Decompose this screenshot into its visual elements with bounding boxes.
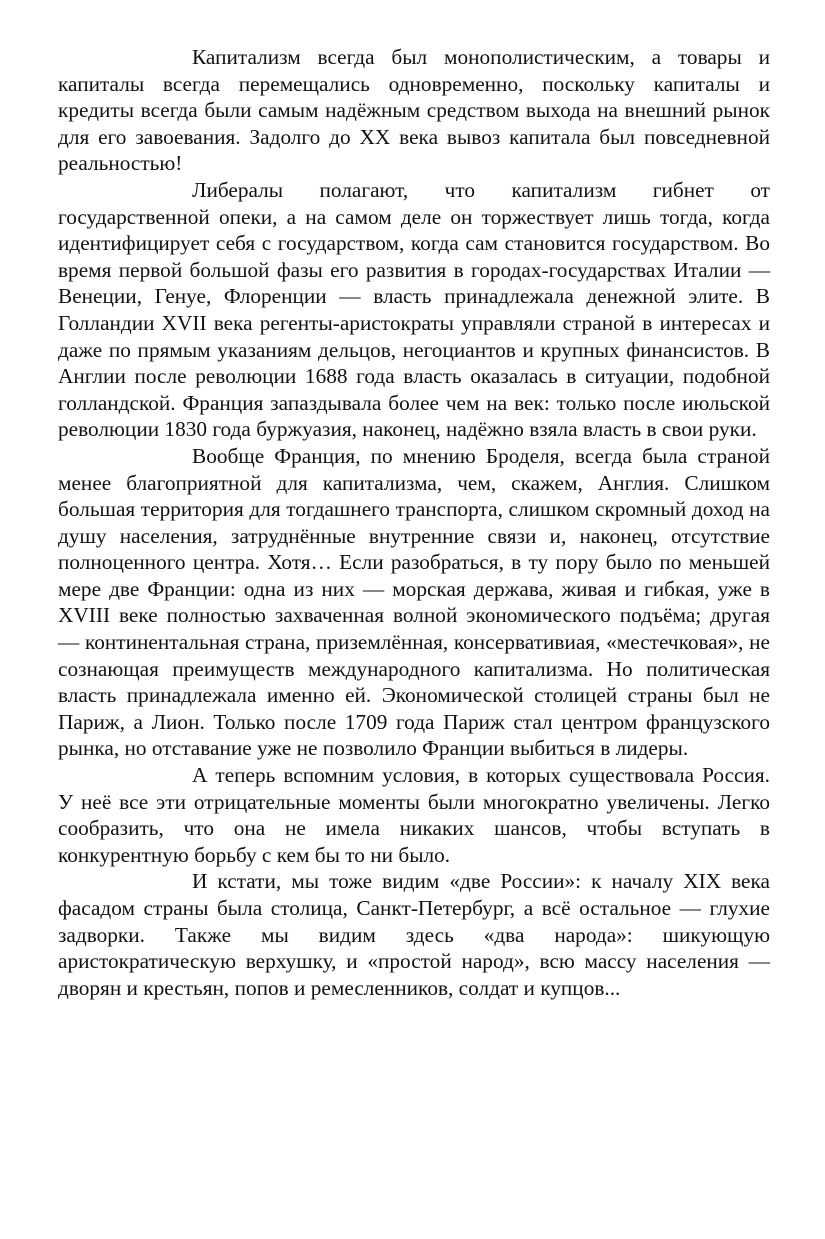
- paragraph-russia-conditions: А теперь вспомним условия, в которых существовала Россия. У неё все эти отрицательные моменты были многократно увеличены. Легко сообразить, что она не имела никаких шансов, чтобы вступать в конкурентную борьбу с кем бы то ни было.: [58, 763, 770, 867]
- document-page: [58, 44, 770, 1001]
- paragraph-two-russias: И кстати, мы тоже видим «две России»: к началу XIX века фасадом страны была столица, Санкт-Петербург, а всё остальное — глухие задворки. Также мы видим здесь «два народа»: шикующую аристократическую верхушку, и «простой народ», всю массу населения — дворян и крестьян, попов и ремесленников, солдат и купцов...: [58, 869, 770, 1000]
- paragraph-capitalism-monopoly: Капитализм всегда был монополистическим, а товары и капиталы всегда перемещались одновременно, поскольку капиталы и кредиты всегда были самым надёжным средством выхода на внешний рынок для его завоевания. Задолго до XX века вывоз капитала был повседневной реальностью!: [58, 45, 770, 176]
- paragraph-liberals-state: Либералы полагают, что капитализм гибнет от государственной опеки, а на самом деле он торжествует лишь тогда, когда идентифицирует себя с государством, когда сам становится государством. Во время первой большой фазы его развития в городах-государствах Италии — Венеции, Генуе, Флоренции — власть принадлежала денежной элите. В Голландии XVII века регенты-аристократы управляли страной в интересах и даже по прямым указаниям дельцов, негоциантов и крупных финансистов. В Англии после революции 1688 года власть оказалась в ситуации, подобной голландской. Франция запаздывала более чем на век: только после июльской революции 1830 года буржуазия, наконец, надёжно взяла власть в свои руки.: [58, 177, 770, 442]
- paragraph-france-braudel: Вообще Франция, по мнению Броделя, всегда была страной менее благоприятной для капитализма, чем, скажем, Англия. Слишком большая территория для тогдашнего транспорта, слишком скромный доход на душу населения, затруднённые внутренние связи и, наконец, отсутствие полноценного центра. Хотя… Если разобраться, в ту пору было по меньшей мере две Франции: одна из них — морская держава, живая и гибкая, уже в XVIII веке полностью захваченная волной экономического подъёма; другая — континентальная страна, приземлённая, консервативиая, «местечковая», не сознающая преимуществ международного капитализма. Но политическая власть принадлежала именно ей. Экономической столицей страны был не Париж, а Лион. Только после 1709 года Париж стал центром французского рынка, но отставание уже не позволило Франции выбиться в лидеры.: [58, 443, 770, 761]
